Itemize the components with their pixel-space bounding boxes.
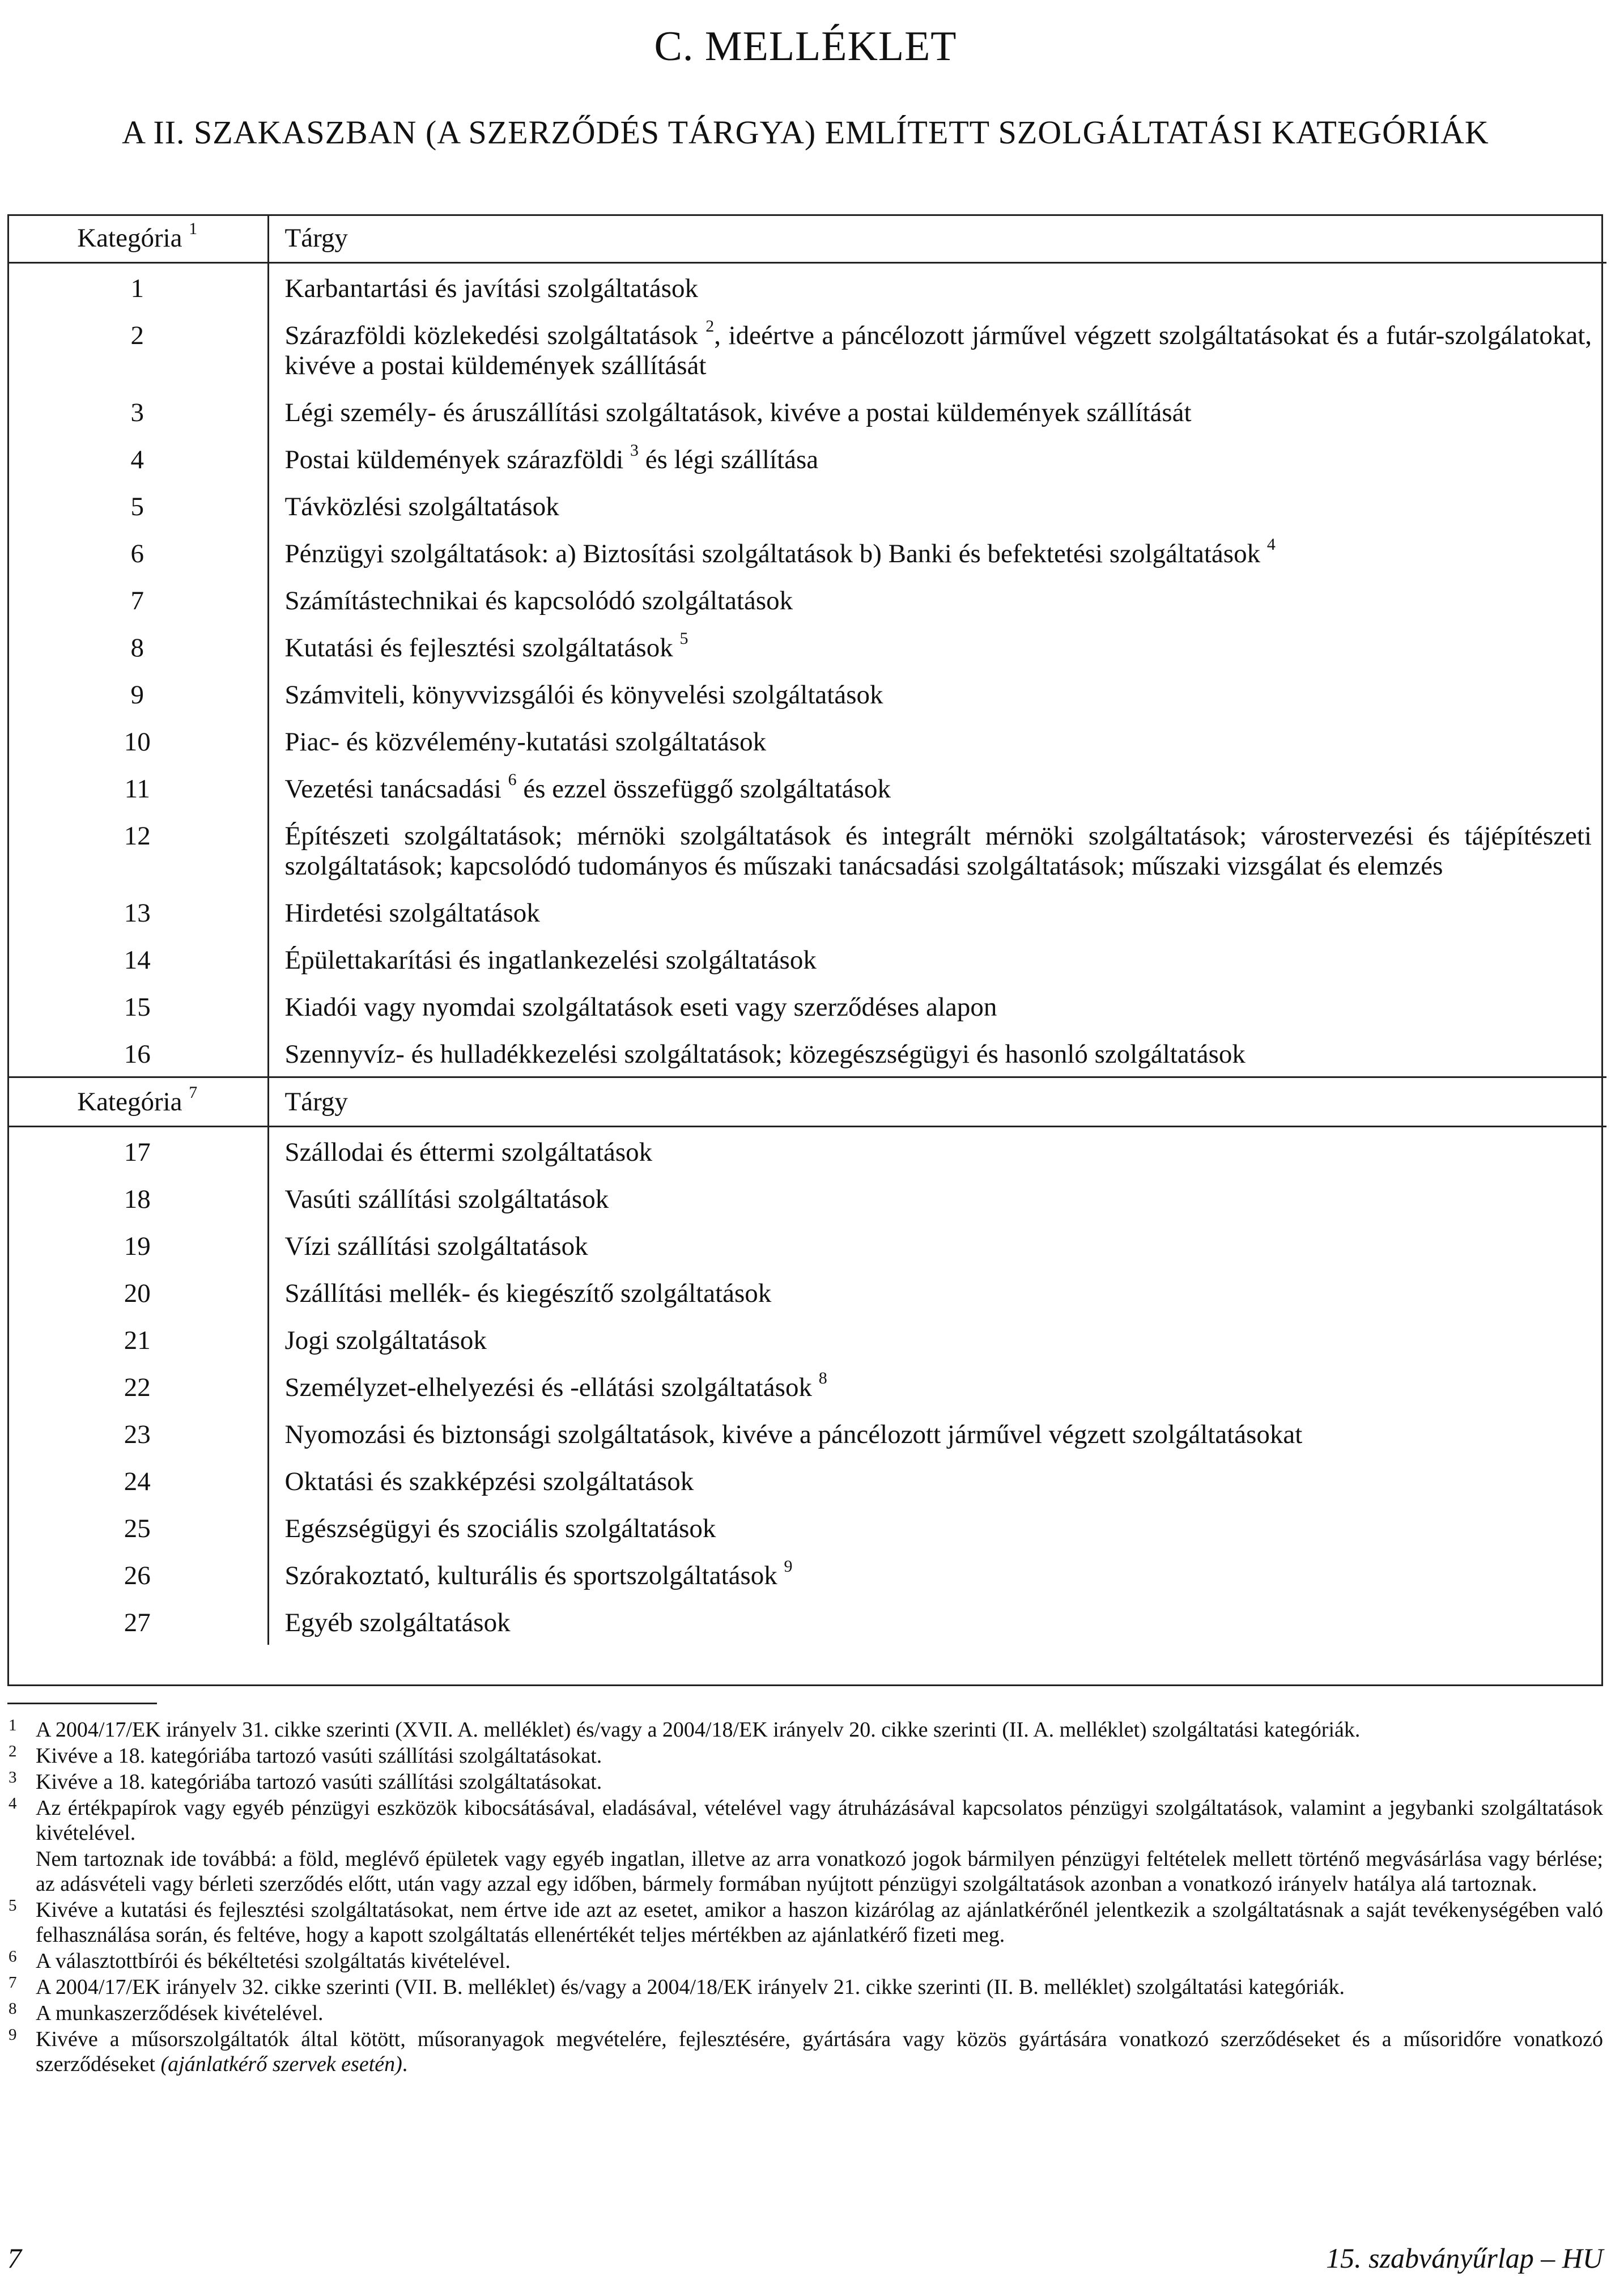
category-subject: Számviteli, könyvvizsgálói és könyvelési szolgáltatások (284, 680, 883, 710)
category-subject: Szállodai és éttermi szolgáltatások (284, 1138, 653, 1167)
footnote: 8 A munkaszerződések kivételével. (7, 2001, 1603, 2026)
footnote-ref: 7 (189, 1083, 198, 1102)
table-header-row (7, 214, 1606, 263)
page-number: 7 (7, 2242, 22, 2274)
category-subject: Szórakoztató, kulturális és sportszolgáltatások $^9$ (284, 1557, 793, 1590)
category-number: 9 (7, 670, 268, 717)
category-number: 17 (7, 1127, 268, 1175)
header-category-label: Kategória (77, 223, 182, 253)
footnote: 5 Kivéve a kutatási és fejlesztési szolgáltatásokat, nem értve ide azt az esetet, amikor a haszon kizárólag az ajánlatkérőnél jelentkezik a szolgáltatásnak a saját tevékenységében való felhasználása során, és feltéve, hogy a kapott szolgáltatás ellenértékét teljes mértékben az ajánlatkérő fizeti meg. (7, 1898, 1603, 1947)
footnote-ref: 6 (508, 770, 517, 789)
footnote: 3 Kivéve a 18. kategóriába tartozó vasúti szállítási szolgáltatásokat. (7, 1769, 1603, 1794)
footnote-ref: 2 (705, 317, 715, 336)
footnote-ref: 1 (189, 219, 198, 238)
category-subject: Kiadói vagy nyomdai szolgáltatások eseti vagy szerződéses alapon (284, 992, 997, 1022)
category-number: 14 (7, 935, 268, 982)
footnote: 7 A 2004/17/EK irányelv 32. cikke szerinti (VII. B. melléklet) és/vagy a 2004/18/EK irányelv 21. cikke szerinti (II. B. melléklet) szolgáltatási kategóriák. (7, 1975, 1603, 2000)
category-subject: Épülettakarítási és ingatlankezelési szolgáltatások (284, 945, 817, 975)
category-subject: Szállítási mellék- és kiegészítő szolgáltatások (284, 1279, 772, 1308)
table-row (7, 764, 1606, 811)
table-row (7, 1363, 1606, 1410)
category-subject: Nyomozási és biztonsági szolgáltatások, kivéve a páncélozott járművel végzett szolgáltatásokat (284, 1420, 1303, 1449)
category-number: 6 (7, 529, 268, 576)
footnote-ref: 8 (818, 1369, 827, 1387)
table-row (7, 482, 1606, 529)
table-row (7, 1598, 1606, 1645)
footnote-ref: 3 (630, 441, 639, 460)
header-category-label: Kategória (77, 1087, 182, 1117)
form-name: 15. szabványűrlap – HU (1326, 2242, 1603, 2274)
category-number: 7 (7, 576, 268, 623)
footnote-ref: 4 (1266, 535, 1276, 554)
category-number: 26 (7, 1551, 268, 1598)
table-row (7, 935, 1606, 982)
header-category-cell (7, 214, 268, 263)
category-number: 23 (7, 1410, 268, 1457)
footnote-number: 5 (8, 1896, 17, 1915)
footnote-italic: (ajánlatkérő szervek esetén) (160, 2052, 402, 2076)
category-number: 24 (7, 1457, 268, 1504)
table-row (7, 811, 1606, 888)
category-number: 8 (7, 623, 268, 670)
table-row (7, 1127, 1606, 1175)
table-row (7, 263, 1606, 311)
footnote: 1 A 2004/17/EK irányelv 31. cikke szerinti (XVII. A. melléklet) és/vagy a 2004/18/EK irányelv 20. cikke szerinti (II. A. melléklet) szolgáltatási kategóriák. (7, 1717, 1603, 1742)
category-number: 15 (7, 982, 268, 1029)
table-row (7, 717, 1606, 764)
table-row (7, 1029, 1606, 1077)
category-subject: Vízi szállítási szolgáltatások (284, 1232, 588, 1261)
category-number: 27 (7, 1598, 268, 1645)
page-title: C. MELLÉKLET (654, 23, 957, 70)
category-number: 25 (7, 1504, 268, 1551)
category-subject: Vezetési tanácsadási $^6$ és ezzel összefüggő szolgáltatások (284, 770, 891, 804)
category-subject: Légi személy- és áruszállítási szolgáltatások, kivéve a postai küldemények szállítását (284, 398, 1192, 427)
category-number: 10 (7, 717, 268, 764)
category-number: 20 (7, 1268, 268, 1315)
footnote-number: 1 (8, 1716, 17, 1734)
footnote-number: 7 (8, 1974, 17, 1992)
category-number: 1 (7, 263, 268, 311)
table-row (7, 623, 1606, 670)
footnote-number: 2 (8, 1742, 17, 1760)
table-row (7, 1221, 1606, 1268)
category-number: 16 (7, 1029, 268, 1077)
footnote: 9 Kivéve a műsorszolgáltatók által kötött, műsoranyagok megvételére, fejlesztésére, gyártására vagy közös gyártására vonatkozó szerződéseket és a műsoridőre vonatkozó szerződéseket (ajánlatkérő szervek esetén). (7, 2027, 1603, 2077)
footnote-number: 6 (8, 1947, 17, 1966)
table-row (7, 529, 1606, 576)
category-subject: Egészségügyi és szociális szolgáltatások (284, 1514, 716, 1543)
footnote-ref: 5 (679, 629, 688, 648)
category-number: 13 (7, 888, 268, 935)
footnote: 4 Az értékpapírok vagy egyéb pénzügyi eszközök kibocsátásával, eladásával, vételével vagy átruházásával kapcsolatos pénzügyi szolgáltatások, valamint a jegybanki szolgáltatások kivételével. (7, 1796, 1603, 1845)
header-subject-label: Tárgy (268, 214, 1606, 263)
table-row (7, 576, 1606, 623)
category-number: 19 (7, 1221, 268, 1268)
header-category-cell (7, 1077, 268, 1127)
footnote: 6 A választottbírói és békéltetési szolgáltatás kivételével. (7, 1949, 1603, 1974)
category-subject: Kutatási és fejlesztési szolgáltatások $^5$ (284, 629, 688, 663)
footnote-number: 4 (8, 1794, 17, 1813)
category-number: 3 (7, 388, 268, 435)
footnote: 2 Kivéve a 18. kategóriába tartozó vasúti szállítási szolgáltatásokat. (7, 1743, 1603, 1768)
table-row (7, 1315, 1606, 1363)
category-subject: Szárazföldi közlekedési szolgáltatások $^2$, ideértve a páncélozott járművel végzett szolgáltatásokat és a futár-szolgálatokat, kivéve a postai küldemények szállítását (284, 317, 1592, 380)
footnote-ref: 9 (784, 1557, 793, 1576)
footnotes (7, 1717, 1603, 2078)
category-subject: Egyéb szolgáltatások (284, 1608, 511, 1637)
category-subject: Piac- és közvélemény-kutatási szolgáltatások (284, 727, 767, 757)
table-row (7, 388, 1606, 435)
footnote-number: 9 (8, 2026, 17, 2044)
category-subject: Vasúti szállítási szolgáltatások (284, 1185, 609, 1214)
category-number: 5 (7, 482, 268, 529)
table-row (7, 1504, 1606, 1551)
category-subject: Építészeti szolgáltatások; mérnöki szolgáltatások és integrált mérnöki szolgáltatások; várostervezési és tájépítészeti szolgáltatások; kapcsolódó tudományos és műszaki tanácsadási szolgáltatások; műszaki vizsgálat és elemzés (284, 821, 1592, 881)
category-subject: Személyzet-elhelyezési és -ellátási szolgáltatások $^8$ (284, 1369, 827, 1402)
header-subject-label: Tárgy (268, 1077, 1606, 1127)
service-category-table (7, 214, 1606, 1645)
category-number: 4 (7, 435, 268, 482)
table-row (7, 1268, 1606, 1315)
table-header-row-2 (7, 1077, 1606, 1127)
table-row (7, 1457, 1606, 1504)
table-row (7, 982, 1606, 1029)
category-number: 12 (7, 811, 268, 888)
table-row (7, 670, 1606, 717)
table-row (7, 1410, 1606, 1457)
page-subtitle: A II. SZAKASZBAN (A SZERZŐDÉS TÁRGYA) EMLÍTETT SZOLGÁLTATÁSI KATEGÓRIÁK (122, 114, 1489, 151)
footnote-number: 3 (8, 1768, 17, 1786)
table-row (7, 888, 1606, 935)
category-subject: Számítástechnikai és kapcsolódó szolgáltatások (284, 586, 793, 616)
category-number: 18 (7, 1174, 268, 1221)
footnote-number: 8 (8, 2000, 17, 2018)
category-subject: Jogi szolgáltatások (284, 1326, 487, 1355)
category-subject: Hirdetési szolgáltatások (284, 898, 540, 928)
table-row (7, 1174, 1606, 1221)
category-number: 22 (7, 1363, 268, 1410)
category-number: 11 (7, 764, 268, 811)
category-subject: Oktatási és szakképzési szolgáltatások (284, 1467, 694, 1496)
table-row (7, 435, 1606, 482)
category-subject: Karbantartási és javítási szolgáltatások (284, 274, 699, 303)
table-row (7, 311, 1606, 388)
category-subject: Postai küldemények szárazföldi $^3$ és légi szállítása (284, 441, 819, 474)
category-subject: Pénzügyi szolgáltatások: a) Biztosítási szolgáltatások b) Banki és befektetési szolgáltatások $^4$ (284, 535, 1276, 568)
category-subject: Szennyvíz- és hulladékkezelési szolgáltatások; közegészségügyi és hasonló szolgáltatások (284, 1039, 1246, 1069)
footnote-divider (7, 1703, 157, 1704)
category-subject: Távközlési szolgáltatások (284, 492, 559, 521)
table-row (7, 1551, 1606, 1598)
category-number: 21 (7, 1315, 268, 1363)
footnote-continuation: Nem tartoznak ide továbbá: a föld, meglévő épületek vagy egyéb ingatlan, illetve az arra vonatkozó jogok bármilyen pénzügyi feltételek mellett történő megvásárlása vagy bérlése; az adásvételi vagy bérleti szerződés előtt, után vagy azzal egy időben, bármely formában nyújtott pénzügyi szolgáltatások azonban a vonatkozó irányelv hatálya alá tartoznak. (36, 1847, 1603, 1896)
category-number: 2 (7, 311, 268, 388)
